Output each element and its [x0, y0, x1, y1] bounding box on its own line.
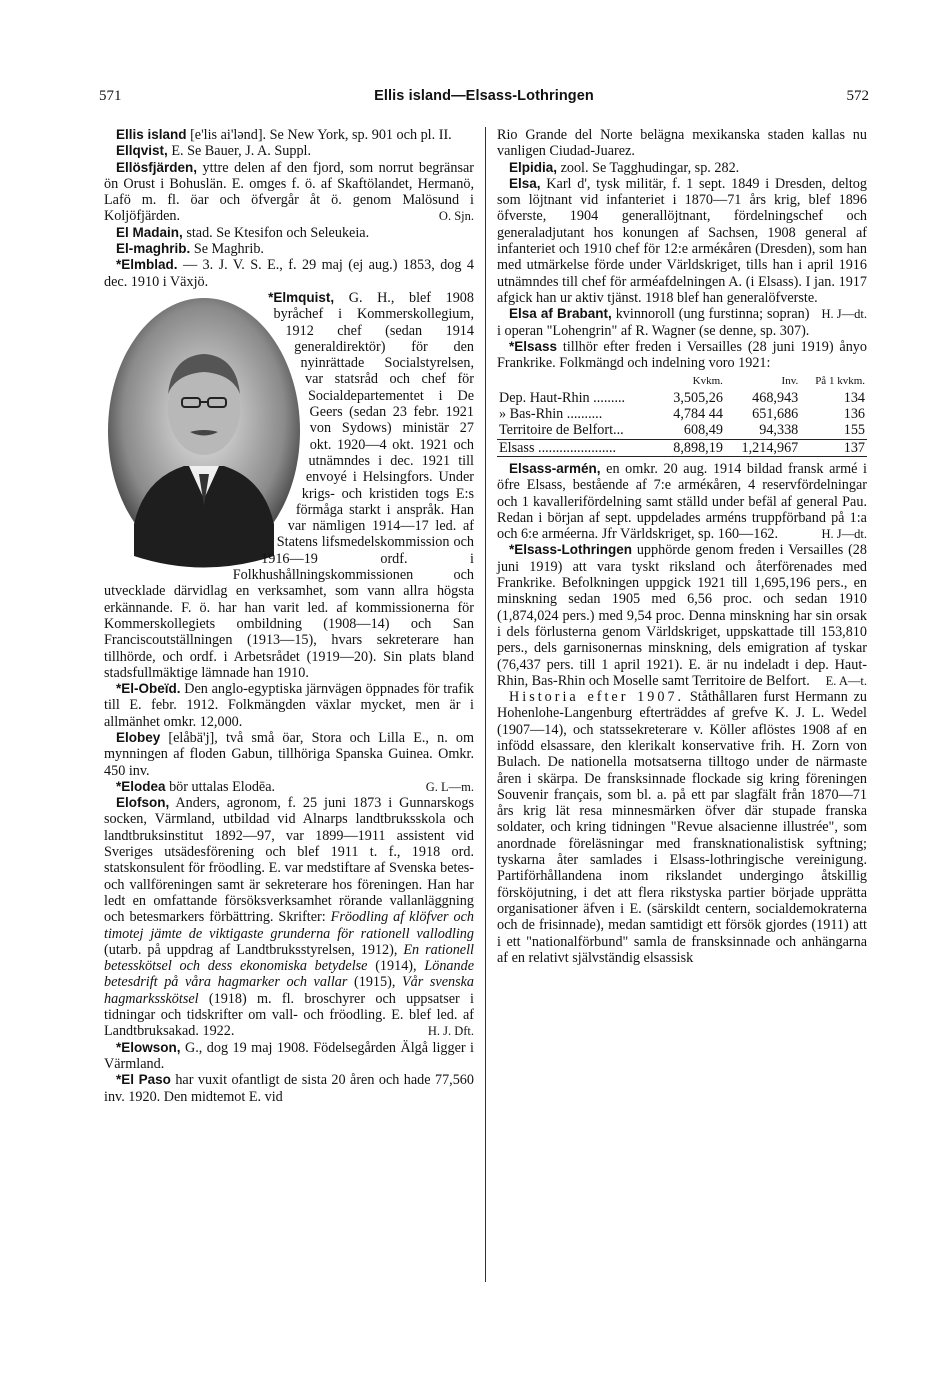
entry-elmquist: *Elmquist, G. H., blef 1908 byråchef i Kommerskollegium, 1912 chef (sedan 1914 generaldirektör) för den nyinrättade Socialstyrelsen, var statsråd och chef för Socialdepartementet i De Geers (sedan 23 febr. 1921 von Sydows) ministär 27 okt. 1920—4 okt. 1921 och utnämndes i dec. 1921 till envoyé i Helsingfors. Under krigs- och kristiden togs E:s förmåga starkt i anspråk. Han var nämligen 1914—17 led. af Statens lifsmedelskommission och 1916—19 ordf. i Folkhushållningskommissionen och utvecklade därvidlag en verksamhet, som vann allra högsta erkännande. F. ö. har han varit led. af kommissionerna för Kommerskollegiets ombildning (1908—14) och San Franciscoutställningen (1913—15), hvars sekreterare han tillhörde, och ordf. i Arbetsrådet (1919—20). Sin plats bland stadsfullmäktige lämnade han 1910.: [104, 289, 474, 681]
entry-elodea: *Elodea bör uttalas Elodēa. G. L—m.: [116, 778, 474, 795]
headword: Ellqvist,: [116, 143, 168, 159]
entry-el-paso: *El Paso har vuxit ofantligt de sista 20 åren och hade 77,560 inv. 1920. Den midtemot E. vid: [104, 1072, 474, 1105]
table-header-row: [497, 373, 867, 389]
table-total-row: Elsass ...................... 8,898,19 1,214,967 137: [499, 439, 865, 456]
left-column: [104, 127, 474, 1105]
page-header: [99, 88, 869, 112]
headword: Elsa af Brabant,: [509, 306, 612, 322]
headword: Elpidia,: [509, 159, 558, 175]
entry-elpidia: Elpidia, zool. Se Tagghudingar, sp. 282.: [509, 159, 740, 176]
section-heading: Historia efter 1907.: [509, 689, 685, 706]
headword: *Elowson,: [116, 1039, 181, 1055]
entry-elsass-armen: Elsass-armén, en omkr. 20 aug. 1914 bildad fransk armé i öfre Elsass, bestående af 7:e arméкåren, 4 reservfördelningar och 1 kavallerifördelning samt ställd under befäl af general Pau. Redan i början af sept. uppdelades arméns truppförband på 1:a och 6:e arméerna. Jfr Världskriget, sp. 160—162. H. J—dt.: [497, 460, 867, 543]
headword: Elofson,: [116, 795, 170, 811]
column-header: På 1 kvkm.: [815, 375, 865, 388]
headword: *Elmquist,: [268, 289, 335, 305]
running-head: Ellis island—Elsass-Lothringen: [374, 88, 594, 104]
column-divider: [485, 127, 486, 1282]
table-row: » Bas-Rhin .......... 4,784 44 651,686 136: [499, 406, 865, 423]
headword: Elsass-armén,: [509, 460, 601, 476]
work-title: Vår svenska hagmarksskötsel: [104, 974, 475, 1007]
headword: *El Paso: [116, 1072, 171, 1088]
headword: Ellösfjärden,: [116, 159, 198, 175]
entry-el-paso-continued: Rio Grande del Norte belägna mexikanska staden kallas nu vanligen Ciudad-Juarez.: [497, 127, 867, 160]
headword: *Elodea: [116, 778, 166, 794]
entry-elsass: *Elsass tillhör efter freden i Versailles (28 juni 1919) ånyo Frankrike. Folkmängd och indelning voro 1921:: [497, 338, 867, 372]
population-table: [497, 373, 867, 456]
author-signature: H. J—dt.: [821, 527, 867, 542]
headword: Elobey: [116, 729, 161, 745]
entry-elsa-af-brabant: Elsa af Brabant, kvinnoroll (ung furstinna; sopran) i operan "Lohengrin" af R. Wagner (se denne, sp. 307).: [497, 306, 810, 339]
entry-elsass-lothringen: *Elsass-Lothringen upphörde genom freden i Versailles (28 juni 1919) att vara tyskt riksland och återförenades med Frankrike. Befolkningen uppgick 1921 till 1,695,196 pers., en minskning sedan 1905 med 6,56 proc. och sedan 1910 (1,874,024 pers.) med 9,54 proc. Denna minskning har sin orsak i dels förlusterna genom Världskriget, uppskattade till 153,810 pers., dels garnisonernas minskning, dels emigration af tyskar (76,437 pers. till 1 april 1921). E. är nu indeladt i dep. Haut-Rhin, Bas-Rhin och Moselle samt Territoire de Belfort. E. A—t.: [497, 542, 867, 689]
headword: *Elsass-Lothringen: [509, 542, 633, 558]
work-title: Lönande betesdrift på våra hagmarker och vallar: [104, 958, 474, 991]
headword: Elsa,: [509, 175, 541, 191]
headword: *El-Obeïd.: [116, 681, 181, 697]
page-number-left: 571: [99, 88, 122, 104]
entry-ellosfjarden: Ellösfjärden, yttre delen af den fjord, som norrut begränsar ön Orust i Bohuslän. E. omges f. ö. af Skaftölandet, Hermanö, Lafö m. fl. öar och öfvergår åt ö. genom Malösund i Koljöfjärden. O. Sjn.: [104, 159, 474, 225]
entry-ellis-island: Ellis island [e'lis ai'lənd]. Se New York, sp. 901 och pl. II.: [116, 127, 452, 143]
headword: *Elmblad.: [116, 257, 178, 273]
author-signature: H. J. Dft.: [427, 1024, 474, 1039]
entry-elofson: Elofson, Anders, agronom, f. 25 juni 1873 i Gunnarskogs socken, Värmland, utbildad vid Alnarps landtbruksskola och landtbruksinstitut 1892—97, var 1899—1911 assistent vid Sveriges utsädesförening och blef 1911 t. f., 1918 ord. statskonsulent för fröodling. E. var medstiftare af Svenska betes- och vallföreningen samt är sekreterare hos föreningen. Han har ledt en omfattande försöksverksamhet rörande vallanläggning och betesmarkers förbättring. Skrifter: Fröodling af klöfver och timotej jämte de viktigaste grunderna för rationell vallodling (utarb. på uppdrag af Landtbruksstyrelsen, 1912), En rationell betesskötsel och dess ekonomiska betydelse (1914), Lönande betesdrift på våra hagmarker och vallar (1915), Vår svenska hagmarksskötsel (1918) m. fl. broschyrer och uppsatser i tidningar och tidskrifter om vall- och fröodling. E. blef led. af Landtbruksakad. 1922. H. J. Dft.: [104, 795, 475, 1040]
author-signature: E. A—t.: [825, 673, 867, 688]
entry-el-obeid: *El-Obeïd. Den anglo-egyptiska järnvägen öppnades för trafik till E. febr. 1912. Folkmängden växlar mycket, men är i allmänhet omkr. 12,000.: [104, 681, 474, 730]
entry-elobey: Elobey [elåbä'j], två små öar, Stora och Lilla E., n. om mynningen af floden Gabun, tillhöriga Spanska Guinea. Omkr. 450 inv.: [104, 729, 474, 779]
page-number-right: 572: [846, 88, 869, 104]
entry-el-madain: El Madain, stad. Se Ktesifon och Seleukeia.: [116, 224, 370, 241]
entry-ellqvist: Ellqvist, E. Se Bauer, J. A. Suppl.: [116, 143, 312, 160]
headword: Ellis island: [116, 127, 187, 142]
section-history: Historia efter 1907. Ståthållaren furst Hermann zu Hohenlohe-Langenburg efterträddes af grefve K. J. L. Wedel (1907—14), och statssekreterare v. Köller aflöstes 1908 af en infödd elsassare, den klerikalt konservative frih. H. Zorn von Bulach. De nationella motsatserna tilltogo under de närmaste åren i skärpa. De fransksinnade flockade sig kring föreningen Souvenir français, som bl. a. på ett par slagfält från 1870—71 års krig lät resa minnesmärken öfver där stupade franska soldater, och kring tidningen "Revue alsacienne illustrée", som anordnade föreläsningar med fransknationalistisk syftning; tyskarna åter samlades i Elsass-lothringische vereinigung. Partiförhållandena inom rikslandet undergingo åtskillig försköjutning, i det att flera rikstyska partier började upprätta organisationer äfven i E. (särskildt centern, socialdemokraterna och de frisinnade), medan samtidigt ett försök gjordes (1911) att i ett "nationalförbund" samla de fransksinnade och anhängarna af en relativt självständig elsassisk: [497, 689, 867, 966]
table-row: Territoire de Belfort... 608,49 94,338 155: [499, 422, 865, 439]
entry-el-maghrib: El-maghrib. Se Maghrib.: [116, 241, 264, 258]
table-row: Dep. Haut-Rhin ......... 3,505,26 468,943 134: [499, 389, 865, 406]
right-column: [497, 127, 867, 966]
entry-elowson: *Elowson, G., dog 19 maj 1908. Födelsegården Älgå ligger i Värmland.: [104, 1039, 474, 1072]
headword: *Elsass: [509, 338, 558, 354]
author-signature: G. L—m.: [425, 779, 474, 794]
headword: El-maghrib.: [116, 241, 191, 257]
work-title: Fröodling af klöfver och timotej jämte de viktigaste grunderna för rationell vallodling: [104, 909, 475, 942]
work-title: En rationell betesskötsel och dess ekonomiska betydelse: [104, 941, 474, 975]
portrait-photo: [104, 294, 304, 569]
author-signature: H. J—dt.: [821, 307, 867, 322]
headword: El Madain,: [116, 224, 183, 240]
author-signature: O. Sjn.: [438, 209, 474, 224]
column-header: Kvkm.: [692, 375, 723, 388]
entry-elsa: Elsa, Karl d', tysk militär, f. 1 sept. 1849 i Dresden, deltog som löjtnant vid infanteriet i 1870—71 års krig, blef 1896 öfverste, 1904 generallöjtnant, fördelningschef och generaladjutant hos konungen af Sachsen, 1908 general af infanteriet och 1910 chef för 12:e arméкåren (Dresden), som han med utmärkelse förde under Världskriget, tills han i april 1916 utnämndes till chef för arméafdelningen A. (i Elsass). I jan. 1917 afgick han ur aktiv tjänst. 1918 blef han generalöfverste. H. J—dt.: [497, 175, 867, 322]
column-header: Inv.: [781, 375, 799, 388]
entry-elmblad: *Elmblad. — 3. J. V. S. E., f. 29 maj (ej aug.) 1853, dog 4 dec. 1910 i Växjö.: [104, 257, 474, 290]
